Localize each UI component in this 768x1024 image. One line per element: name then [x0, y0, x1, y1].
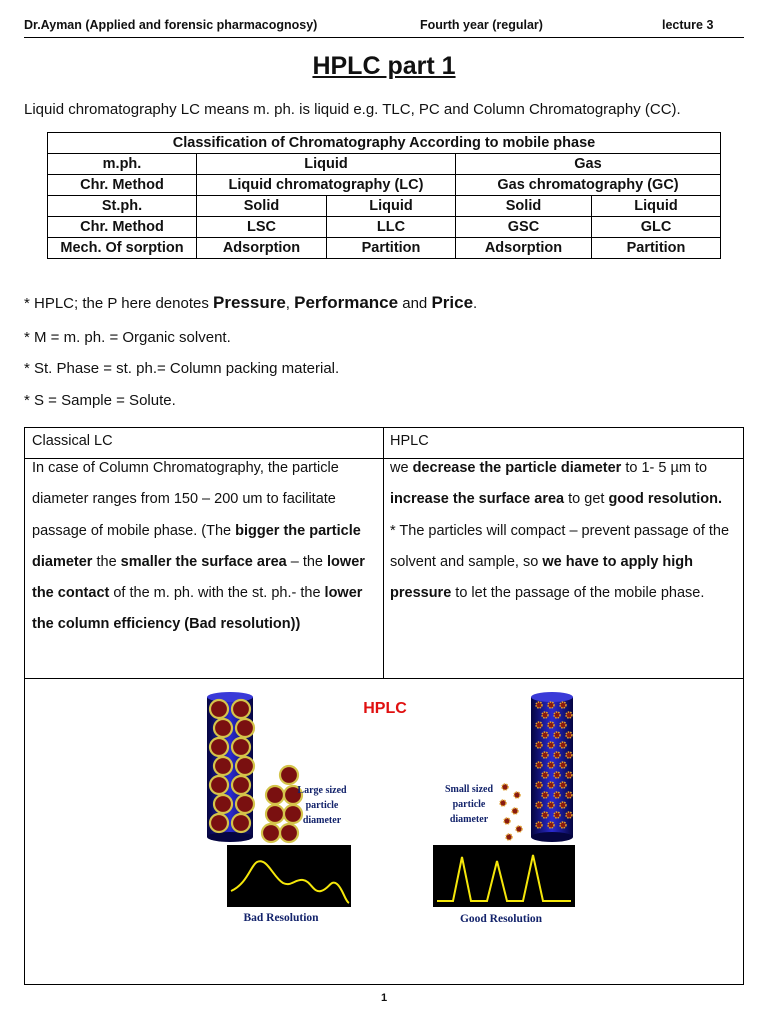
- small-particle: [542, 792, 548, 798]
- small-particle: [560, 822, 566, 828]
- small-particle: [554, 712, 560, 718]
- small-particle: [566, 792, 572, 798]
- small-particle: [536, 822, 542, 828]
- small-particle: [560, 722, 566, 728]
- small-particle: [566, 812, 572, 818]
- small-particle: [512, 808, 518, 814]
- small-particle: [516, 826, 522, 832]
- small-particle: [566, 752, 572, 758]
- particle: [236, 757, 254, 775]
- table-cell: Liquid: [197, 154, 456, 175]
- bullet-sample: * S = Sample = Solute.: [24, 392, 176, 409]
- intro-text: Liquid chromatography LC means m. ph. is liquid e.g. TLC, PC and Column Chromatography (CC).: [24, 101, 681, 118]
- classical-lc-text: In case of Column Chromatography, the particle diameter ranges from 150 – 200 um to facilitate passage of mobile phase. (The bigger the particle diameter the smaller the surface area – the lower the contact of the m. ph. with the st. ph.- the lower the column efficiency (Bad resolution)): [32, 460, 365, 633]
- small-particle: [554, 792, 560, 798]
- table-cell: GLC: [592, 217, 721, 238]
- page-number: 1: [380, 992, 388, 1004]
- small-particle: [554, 772, 560, 778]
- divider: [383, 428, 384, 678]
- small-particle: [536, 802, 542, 808]
- table-cell: Solid: [456, 196, 592, 217]
- table-cell: Chr. Method: [48, 217, 197, 238]
- large-particle-label: Large sized particle diameter: [297, 785, 347, 826]
- table-cell: Adsorption: [197, 238, 327, 259]
- small-particle: [560, 782, 566, 788]
- small-particle: [506, 834, 512, 840]
- particle: [236, 795, 254, 813]
- table-cell: LSC: [197, 217, 327, 238]
- particle: [232, 776, 250, 794]
- particle: [210, 738, 228, 756]
- small-particle: [504, 818, 510, 824]
- bad-resolution-label: Bad Resolution: [243, 912, 319, 924]
- table-cell: LLC: [327, 217, 456, 238]
- classification-table: [47, 132, 721, 259]
- particle: [266, 805, 284, 823]
- table-caption: Classification of Chromatography According to mobile phase: [48, 133, 721, 154]
- bullet-mobile-phase: * M = m. ph. = Organic solvent.: [24, 329, 231, 346]
- header-year: Fourth year (regular): [420, 18, 543, 32]
- table-cell: St.ph.: [48, 196, 197, 217]
- bad-resolution-chromatogram: [227, 845, 351, 907]
- small-particle: [548, 782, 554, 788]
- small-particle: [536, 702, 542, 708]
- small-particle: [554, 812, 560, 818]
- particle: [210, 814, 228, 832]
- page-title: HPLC part 1: [312, 52, 456, 80]
- small-particle: [554, 732, 560, 738]
- small-particle: [514, 792, 520, 798]
- small-particle: [560, 802, 566, 808]
- column-head-classical: Classical LC: [32, 433, 113, 449]
- comparison-table: [24, 427, 744, 985]
- particle: [232, 738, 250, 756]
- small-particle: [536, 782, 542, 788]
- table-cell: Liquid chromatography (LC): [197, 175, 456, 196]
- table-cell: Gas: [456, 154, 721, 175]
- column-head-hplc: HPLC: [390, 433, 429, 449]
- table-cell: Liquid: [592, 196, 721, 217]
- small-particle: [560, 762, 566, 768]
- small-particle: [548, 722, 554, 728]
- particle: [280, 766, 298, 784]
- small-particle: [566, 712, 572, 718]
- particle: [232, 700, 250, 718]
- small-particle-label: Small sized particle diameter: [444, 784, 494, 825]
- small-particle: [548, 742, 554, 748]
- small-particle: [542, 732, 548, 738]
- table-cell: Chr. Method: [48, 175, 197, 196]
- table-cell: GSC: [456, 217, 592, 238]
- table-cell: Adsorption: [456, 238, 592, 259]
- bullet-hplc-p: * HPLC; the P here denotes Pressure, Performance and Price.: [24, 293, 478, 312]
- particle: [232, 814, 250, 832]
- header-author: Dr.Ayman (Applied and forensic pharmacognosy): [24, 18, 318, 32]
- hplc-figure: [25, 679, 743, 984]
- small-particle: [536, 762, 542, 768]
- good-resolution-label: Good Resolution: [459, 913, 543, 925]
- table-cell: Partition: [592, 238, 721, 259]
- particle: [236, 719, 254, 737]
- small-particle: [566, 772, 572, 778]
- small-particle: [536, 722, 542, 728]
- small-particle: [548, 762, 554, 768]
- large-particle-column: [207, 692, 254, 842]
- small-particle: [554, 752, 560, 758]
- small-particle: [560, 702, 566, 708]
- small-particle: [548, 702, 554, 708]
- particle: [214, 719, 232, 737]
- table-cell: m.ph.: [48, 154, 197, 175]
- small-particle-column: [531, 692, 573, 842]
- small-particle: [560, 742, 566, 748]
- particle: [214, 795, 232, 813]
- particle: [210, 700, 228, 718]
- small-particle: [542, 752, 548, 758]
- small-particle: [548, 802, 554, 808]
- particle: [266, 786, 284, 804]
- small-particle: [566, 732, 572, 738]
- table-cell: Solid: [197, 196, 327, 217]
- hplc-figure-label: HPLC: [363, 700, 407, 717]
- header-rule: [24, 37, 744, 38]
- small-particle: [548, 822, 554, 828]
- table-cell: Partition: [327, 238, 456, 259]
- small-particle: [542, 712, 548, 718]
- particle: [210, 776, 228, 794]
- table-cell: Gas chromatography (GC): [456, 175, 721, 196]
- particle: [214, 757, 232, 775]
- small-particle: [536, 742, 542, 748]
- header-lecture: lecture 3: [662, 18, 714, 32]
- small-particle: [542, 812, 548, 818]
- table-cell: Liquid: [327, 196, 456, 217]
- small-particle: [542, 772, 548, 778]
- table-cell: Mech. Of sorption: [48, 238, 197, 259]
- hplc-text: we decrease the particle diameter to 1- 5 µm to increase the surface area to get good resolution. * The particles will compact – prevent passage of the solvent and sample, so we have to apply high pressure to let the passage of the mobile phase.: [390, 460, 730, 602]
- bullet-stationary-phase: * St. Phase = st. ph.= Column packing material.: [24, 360, 340, 377]
- particle: [262, 824, 280, 842]
- good-resolution-chromatogram: [433, 845, 575, 907]
